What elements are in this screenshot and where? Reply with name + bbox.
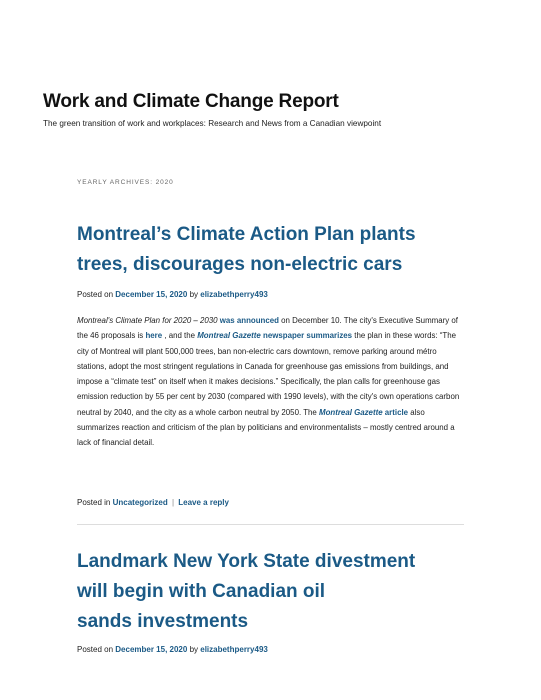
content-text-2: , and the bbox=[164, 331, 196, 341]
post-title bbox=[77, 220, 464, 280]
site-title[interactable]: Work and Climate Change Report bbox=[43, 91, 339, 112]
post-date-link[interactable]: December 15, 2020 bbox=[115, 290, 188, 299]
here-link[interactable]: here bbox=[145, 331, 163, 341]
gazette-article-link[interactable] bbox=[319, 408, 408, 417]
author-link[interactable]: elizabethperry493 bbox=[200, 290, 268, 299]
post-paragraph bbox=[77, 313, 464, 451]
post-meta bbox=[77, 644, 464, 655]
posted-on-label: Posted on bbox=[77, 644, 114, 654]
gazette-name-1: Montreal Gazette bbox=[197, 331, 261, 341]
post-title-line: will begin with Canadian oil bbox=[77, 580, 326, 602]
leave-reply-link[interactable]: Leave a reply bbox=[178, 497, 229, 507]
post-footer bbox=[77, 497, 464, 508]
site-description: The green transition of work and workplaces: Research and News from a Canadian viewpoint bbox=[43, 119, 382, 128]
post-article bbox=[77, 220, 464, 508]
post-title-link[interactable]: Montreal’s Climate Action Plan plants trees, discourages non-electric cars bbox=[77, 224, 416, 275]
intro-italic-text: Montreal's Climate Plan for 2020 – 2030 bbox=[77, 316, 218, 325]
post-article bbox=[77, 547, 464, 655]
site-header bbox=[43, 90, 513, 129]
footer-separator: | bbox=[171, 497, 175, 507]
announced-link[interactable]: was announced bbox=[219, 316, 279, 325]
post-title-line: Landmark New York State divestment bbox=[77, 550, 416, 572]
post-date-link[interactable]: December 15, 2020 bbox=[115, 644, 188, 654]
gazette-article-rest: article bbox=[384, 407, 409, 417]
content-text-1: on December 10. The city's Executive Summary of the 46 proposals is bbox=[77, 316, 458, 341]
main-content bbox=[77, 178, 464, 655]
content-text-4: also summarizes reaction and criticism of the plan by politicians and environmentalists – mostly centred around a lack of financial detail. bbox=[77, 407, 455, 448]
category-link[interactable]: Uncategorized bbox=[112, 497, 168, 507]
post-divider bbox=[77, 524, 464, 525]
by-label: by bbox=[189, 290, 199, 299]
post-title-link[interactable] bbox=[77, 551, 415, 632]
gazette-summary-link[interactable] bbox=[197, 331, 352, 340]
author-link[interactable]: elizabethperry493 bbox=[200, 644, 268, 654]
post-title-line: sands investments bbox=[77, 610, 249, 632]
gazette-name-2: Montreal Gazette bbox=[319, 407, 383, 417]
post-title bbox=[77, 547, 437, 637]
posted-on-label: Posted on bbox=[77, 290, 114, 299]
content-text-3: the plan in these words: “The city of Montreal will plant 500,000 trees, ban non-electric cars downtown, remove parking around métro stations, adopt the most stringent regulations in Canada for greenhouse gas emissions from buildings, and impose a “climate test” on itself when it makes decisions.” Specifically, the plan calls for greenhouse gas emission reduction by 55 per cent by 2030 (compared with 1990 levels), with the city's own operations carbon neutral by 2040, and the city as a whole carbon neutral by 2050. The bbox=[77, 331, 460, 417]
gazette-summary-rest: newspaper summarizes bbox=[263, 331, 353, 341]
archive-title: YEARLY ARCHIVES: 2020 bbox=[77, 179, 174, 186]
by-label: by bbox=[189, 644, 199, 654]
post-content bbox=[77, 313, 464, 451]
posted-in-label: Posted in bbox=[77, 497, 111, 507]
post-meta bbox=[77, 289, 464, 300]
